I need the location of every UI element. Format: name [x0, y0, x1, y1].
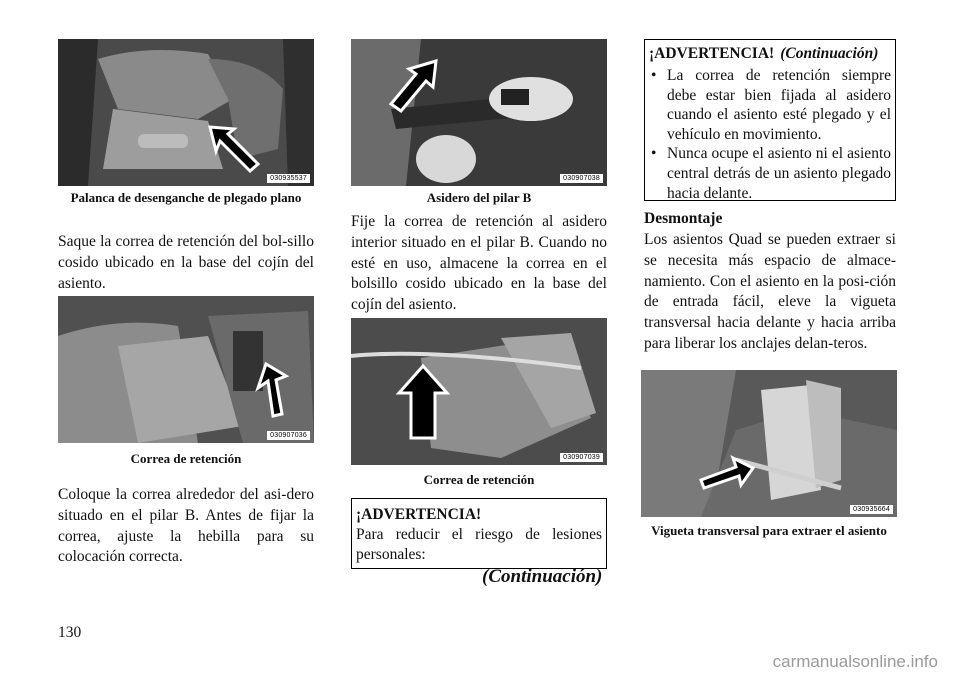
photo-tether-strap-2	[351, 318, 607, 465]
warning-header	[649, 44, 891, 64]
image-code: 030907036	[267, 431, 310, 440]
caption-b-pillar-handle: Asidero del pilar B	[426, 190, 532, 205]
image-code: 030935664	[850, 505, 893, 514]
section-heading-desmontaje: Desmontaje	[644, 210, 723, 227]
strap-photo-illustration	[351, 318, 607, 465]
paragraph-remove-strap: Saque la correa de retención del bol-sillo cosido ubicado en la base del cojín del asiento.	[58, 233, 314, 292]
paragraph-removal: Los asientos Quad se pueden extraer si se necesita más espacio de almace-namiento. Con el asiento en la posi-ción de entrada fácil, eleve la vigueta transversal hacia delante y hacia arriba para liberar los anclajes delan-teros.	[644, 231, 896, 352]
warning-box-2	[644, 39, 896, 201]
caption-fold-flat-lever: Palanca de desenganche de plegado plano	[70, 190, 302, 205]
warning-box-1	[351, 498, 607, 569]
photo-crossbar	[641, 370, 897, 517]
seat-folded-photo-illustration	[58, 296, 314, 443]
photo-b-pillar-handle	[351, 39, 607, 186]
photo-tether-strap-1	[58, 296, 314, 443]
warning-continued-inline: (Continuación)	[780, 45, 879, 62]
caption-crossbar: Vigueta transversal para extraer el asiento	[651, 523, 887, 538]
watermark: carmanualsonline.info	[772, 652, 938, 671]
caption-tether-strap-2: Correa de retención	[423, 472, 535, 487]
paragraph-place-strap: Coloque la correa alrededor del asi-dero situado en el pilar B. Antes de fijar la correa, ajuste la hebilla para su colocación correcta.	[58, 486, 314, 566]
b-pillar-photo-illustration	[351, 39, 607, 186]
image-code: 030907039	[560, 453, 603, 462]
image-code: 030907038	[560, 174, 603, 183]
warning-bullet: • Nunca ocupe el asiento ni el asiento central detrás de un asiento plegado hacia delante.	[649, 144, 891, 203]
warning-text: Para reducir el riesgo de lesiones personales:	[356, 526, 602, 563]
continued-label: (Continuación)	[482, 566, 603, 587]
photo-fold-flat-lever	[58, 39, 314, 186]
warning-bullet: • La correa de retención siempre debe estar bien fijada al asidero cuando el asiento esté plegado y el vehículo en movimiento.	[649, 66, 891, 144]
seat-photo-illustration	[58, 39, 314, 186]
paragraph-attach-strap: Fije la correa de retención al asidero interior situado en el pilar B. Cuando no esté en uso, almacene la correa en el bolsillo cosido ubicado en la base del cojín del asiento.	[351, 213, 607, 314]
warning-title: ¡ADVERTENCIA!	[356, 506, 482, 523]
image-code: 030935537	[267, 174, 310, 183]
caption-tether-strap-1: Correa de retención	[130, 451, 242, 466]
warning-title: ¡ADVERTENCIA!	[649, 45, 775, 62]
crossbar-photo-illustration	[641, 370, 897, 517]
warning-bullet-list	[649, 66, 891, 203]
page-number: 130	[58, 624, 82, 641]
